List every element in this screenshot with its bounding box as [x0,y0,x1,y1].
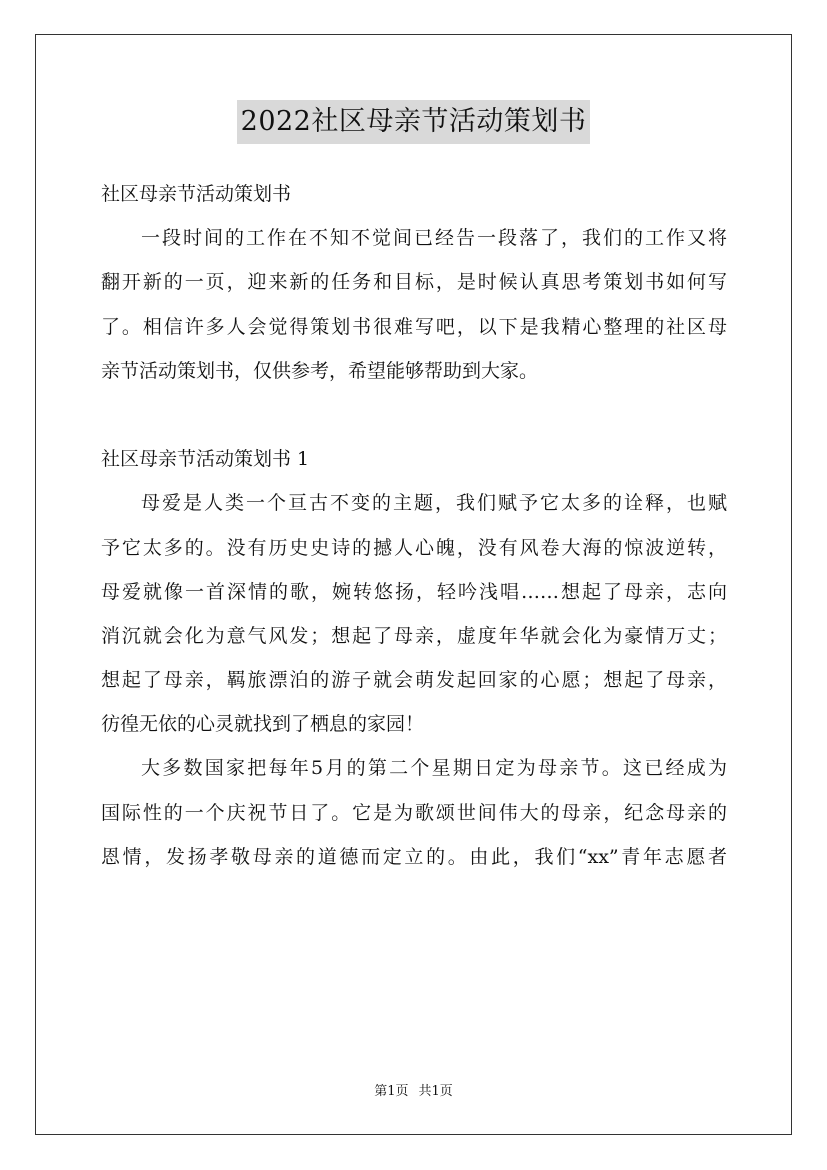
intro-heading: 社区母亲节活动策划书 [101,183,292,205]
page-footer [0,1083,827,1101]
paragraph-spacer [101,393,727,437]
paragraph-line: 恩情，发扬孝敬母亲的道德而定立的。由此，我们“xx”青年志愿者 [101,845,727,868]
page-total: 共1页 [418,1084,453,1099]
page-number: 第1页 [374,1084,409,1099]
intro-line: 翻开新的一页，迎来新的任务和目标，是时候认真思考策划书如何写 [101,271,727,294]
intro-line: 了。相信许多人会觉得策划书很难写吧，以下是我精心整理的社区母 [101,315,727,338]
paragraph-line: 彷徨无依的心灵就找到了栖息的家园！ [101,713,425,736]
section-heading: 社区母亲节活动策划书 1 [101,448,310,471]
paragraph-line: 想起了母亲，羁旅漂泊的游子就会萌发起回家的心愿；想起了母亲， [101,669,727,692]
paragraph-line: 大多数国家把每年5月的第二个星期日定为母亲节。这已经成为 [141,757,727,780]
document-title-text: 2022社区母亲节活动策划书 [237,100,591,144]
paragraph-line: 予它太多的。没有历史史诗的撼人心魄，没有风卷大海的惊波逆转， [101,536,727,559]
intro-line: 一段时间的工作在不知不觉间已经告一段落了，我们的工作又将 [141,227,727,250]
paragraph-line: 母爱是人类一个亘古不变的主题，我们赋予它太多的诠释，也赋 [141,492,727,515]
paragraph-line: 国际性的一个庆祝节日了。它是为歌颂世间伟大的母亲，纪念母亲的 [101,801,727,824]
intro-line: 亲节活动策划书，仅供参考，希望能够帮助到大家。 [101,359,539,382]
document-title [0,100,827,144]
paragraph-line: 母爱就像一首深情的歌，婉转悠扬，轻吟浅唱……想起了母亲，志向 [101,580,727,603]
paragraph-line: 消沉就会化为意气风发；想起了母亲，虚度年华就会化为豪情万丈； [101,624,727,647]
document-body [101,172,727,879]
